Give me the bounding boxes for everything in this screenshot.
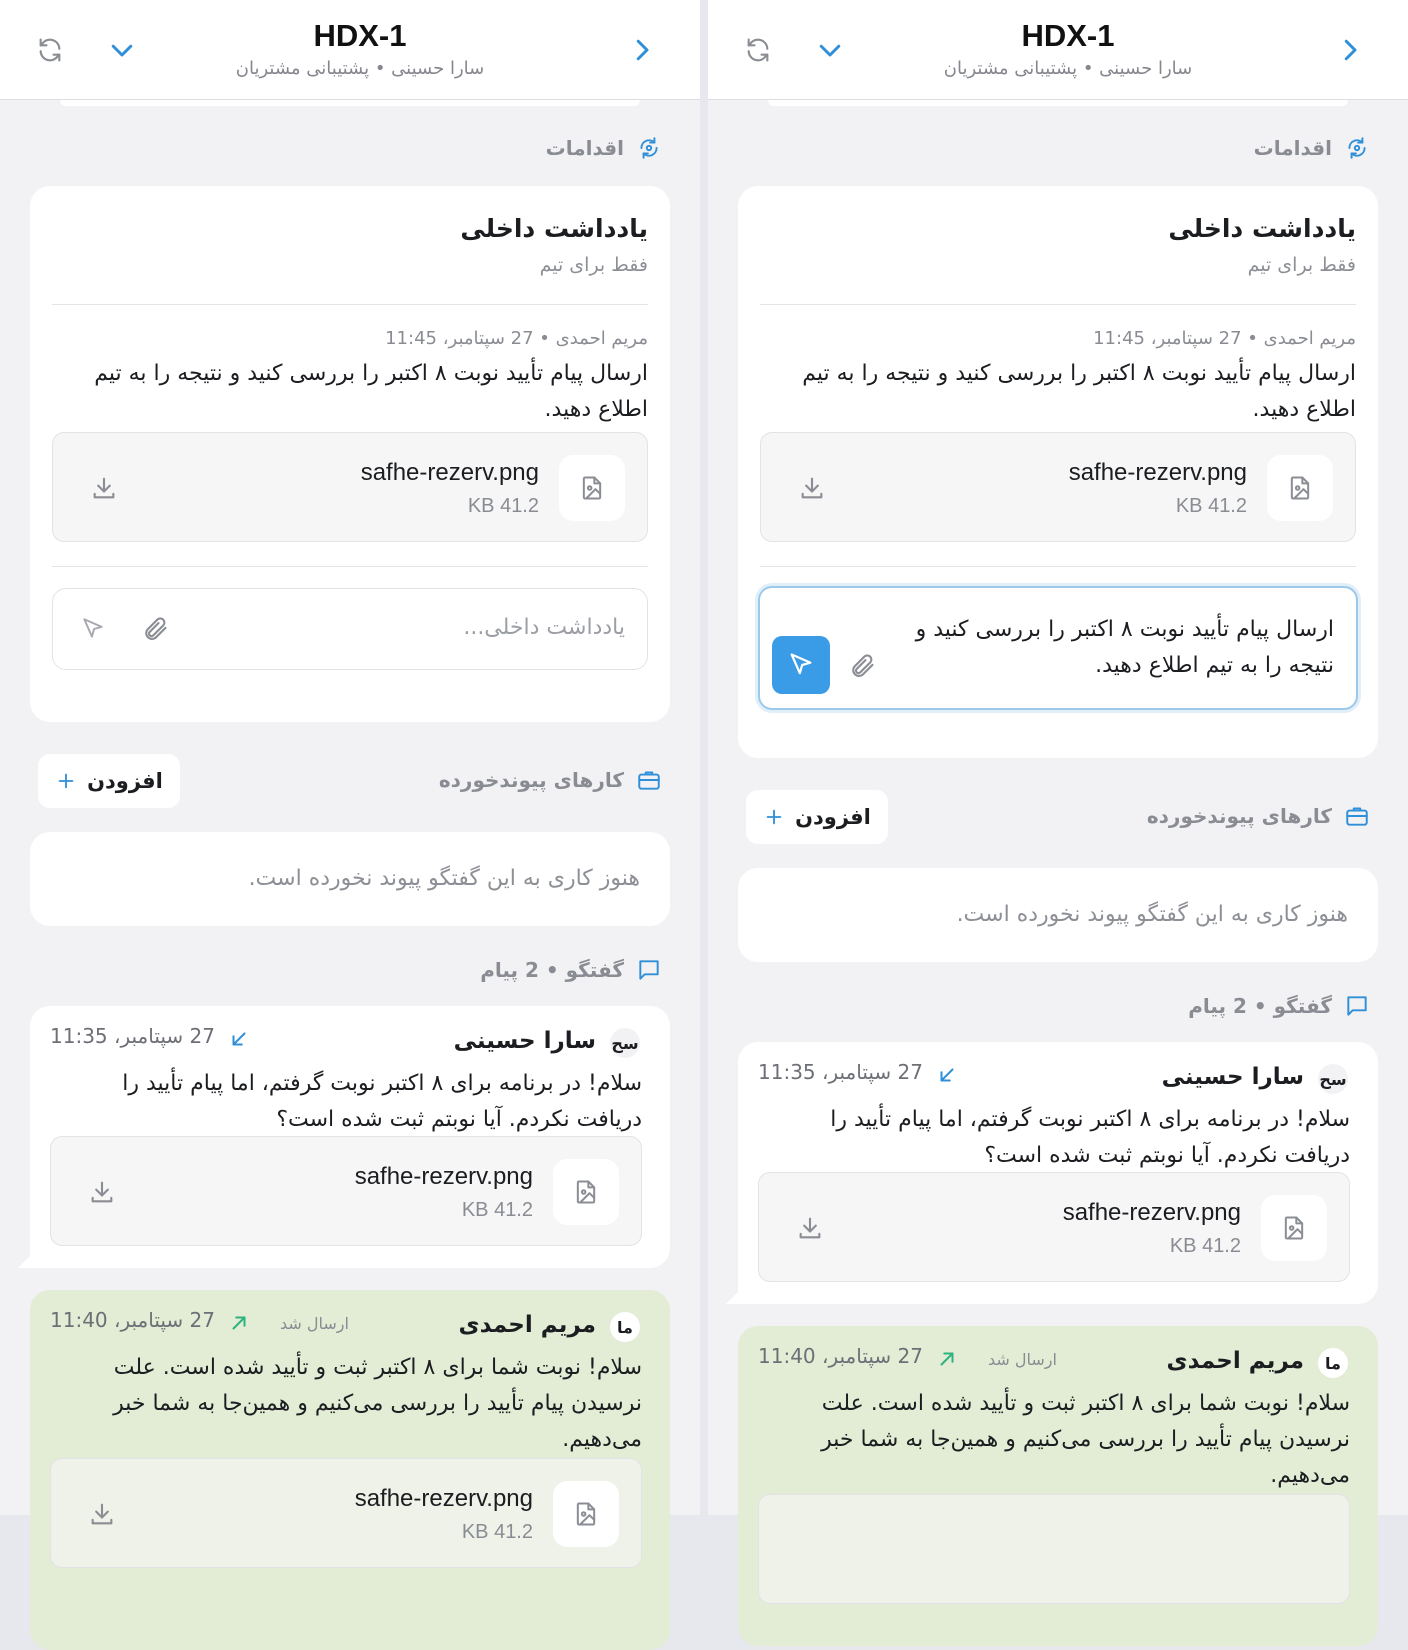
delivery-status: ارسال شد bbox=[280, 1314, 349, 1333]
download-icon bbox=[796, 1214, 824, 1242]
download-button[interactable] bbox=[87, 471, 121, 505]
message-incoming bbox=[30, 1006, 670, 1268]
header bbox=[0, 0, 700, 100]
conversation-header bbox=[1188, 986, 1370, 1026]
delivery-status: ارسال شد bbox=[988, 1350, 1057, 1369]
plus-icon bbox=[55, 770, 77, 792]
linked-tasks-header bbox=[1147, 796, 1370, 836]
chat-bubble-icon bbox=[1344, 993, 1370, 1019]
message-attachment[interactable] bbox=[758, 1172, 1350, 1282]
linked-tasks-label: کارهای پیوندخورده bbox=[1146, 804, 1332, 828]
plus-icon bbox=[763, 806, 785, 828]
download-button[interactable] bbox=[85, 1497, 119, 1531]
send-icon bbox=[80, 616, 106, 642]
sender-name: مریم احمدی bbox=[458, 1312, 596, 1338]
attach-button[interactable] bbox=[844, 648, 880, 684]
bubble-tail bbox=[726, 1288, 742, 1304]
linked-tasks-empty: هنوز کاری به این گفتگو پیوند نخورده است. bbox=[248, 866, 640, 891]
conversation-panel-right bbox=[708, 0, 1408, 1515]
refresh-icon bbox=[36, 36, 64, 64]
note-text: ارسال پیام تأیید نوبت ۸ اکتبر را بررسی کنید و نتیجه را به تیم اطلاع دهید. bbox=[94, 361, 648, 422]
arrow-incoming-icon bbox=[936, 1064, 958, 1086]
refresh-button[interactable] bbox=[24, 24, 76, 76]
conversation-id: HDX-1 bbox=[313, 18, 407, 53]
note-author-meta: مریم احمدی • 27 سپتامبر، 11:45 bbox=[1093, 328, 1356, 349]
add-task-button[interactable] bbox=[746, 790, 888, 844]
note-title: یادداشت داخلی bbox=[1168, 214, 1356, 243]
avatar: ما bbox=[1318, 1348, 1348, 1378]
linked-tasks-empty: هنوز کاری به این گفتگو پیوند نخورده است. bbox=[956, 902, 1348, 927]
collapse-button[interactable] bbox=[96, 24, 148, 76]
message-text: سلام! در برنامه برای ۸ اکتبر نوبت گرفتم، اما پیام تأیید را دریافت نکردم. آیا نوبتم ثبت شده است؟ bbox=[830, 1107, 1350, 1168]
note-subtitle: فقط برای تیم bbox=[1247, 254, 1356, 276]
download-button[interactable] bbox=[793, 1211, 827, 1245]
conversation-id: HDX-1 bbox=[1021, 18, 1115, 53]
arrow-outgoing-icon bbox=[228, 1312, 250, 1334]
file-image-icon bbox=[1261, 1195, 1327, 1261]
chevron-down-icon bbox=[815, 35, 845, 65]
attachment-name: safhe-rezerv.png bbox=[360, 459, 539, 486]
actions-sync-icon bbox=[1344, 135, 1370, 161]
add-task-label: افزودن bbox=[795, 805, 871, 829]
attachment-name: safhe-rezerv.png bbox=[1062, 1199, 1241, 1226]
arrow-incoming-icon bbox=[228, 1028, 250, 1050]
chevron-down-icon bbox=[107, 35, 137, 65]
sender-name: مریم احمدی bbox=[1166, 1348, 1304, 1374]
linked-tasks-empty-card bbox=[30, 832, 670, 926]
message-time: 27 سپتامبر، 11:35 bbox=[758, 1060, 923, 1084]
download-button[interactable] bbox=[85, 1175, 119, 1209]
note-attachment[interactable] bbox=[760, 432, 1356, 542]
add-task-label: افزودن bbox=[87, 769, 163, 793]
download-icon bbox=[90, 474, 118, 502]
send-button[interactable] bbox=[772, 636, 830, 694]
linked-tasks-header bbox=[439, 760, 662, 800]
avatar: سح bbox=[610, 1028, 640, 1058]
attachment-size: KB 41.2 bbox=[1175, 495, 1247, 517]
linked-tasks-empty-card bbox=[738, 868, 1378, 962]
message-outgoing bbox=[30, 1290, 670, 1650]
send-icon bbox=[787, 651, 815, 679]
chevron-right-icon bbox=[627, 35, 657, 65]
note-composer[interactable] bbox=[52, 588, 648, 670]
message-attachment[interactable] bbox=[758, 1494, 1350, 1604]
conversation-panel-left bbox=[0, 0, 700, 1543]
add-task-button[interactable] bbox=[38, 754, 180, 808]
message-attachment[interactable] bbox=[50, 1458, 642, 1568]
attachment-size: KB 41.2 bbox=[461, 1199, 533, 1221]
next-button[interactable] bbox=[1324, 24, 1376, 76]
file-image-icon bbox=[553, 1159, 619, 1225]
attachment-name: safhe-rezerv.png bbox=[354, 1163, 533, 1190]
internal-note-card bbox=[30, 186, 670, 722]
attachment-name: safhe-rezerv.png bbox=[354, 1485, 533, 1512]
message-outgoing bbox=[738, 1326, 1378, 1646]
previous-card-edge bbox=[768, 100, 1348, 106]
refresh-icon bbox=[744, 36, 772, 64]
download-icon bbox=[88, 1178, 116, 1206]
send-button[interactable] bbox=[75, 611, 111, 647]
next-button[interactable] bbox=[616, 24, 668, 76]
file-image-icon bbox=[559, 455, 625, 521]
conversation-subtitle: سارا حسینی • پشتیبانی مشتریان bbox=[943, 58, 1193, 79]
actions-label: اقدامات bbox=[1253, 136, 1332, 160]
attachment-size: KB 41.2 bbox=[461, 1521, 533, 1543]
file-image-icon bbox=[553, 1481, 619, 1547]
note-title: یادداشت داخلی bbox=[460, 214, 648, 243]
divider bbox=[760, 566, 1356, 567]
actions-label: اقدامات bbox=[545, 136, 624, 160]
attachment-size: KB 41.2 bbox=[1169, 1235, 1241, 1257]
chat-bubble-icon bbox=[636, 957, 662, 983]
download-button[interactable] bbox=[795, 471, 829, 505]
arrow-outgoing-icon bbox=[936, 1348, 958, 1370]
conversation-header bbox=[480, 950, 662, 990]
divider bbox=[52, 304, 648, 305]
note-composer-focused[interactable] bbox=[758, 586, 1358, 710]
chevron-right-icon bbox=[1335, 35, 1365, 65]
message-attachment[interactable] bbox=[50, 1136, 642, 1246]
message-text: سلام! نوبت شما برای ۸ اکتبر ثبت و تأیید شده است. علت نرسیدن پیام تأیید را بررسی می‌کنیم و همین‌جا به شما خبر می‌دهیم. bbox=[113, 1355, 642, 1452]
avatar: سح bbox=[1318, 1064, 1348, 1094]
collapse-button[interactable] bbox=[804, 24, 856, 76]
briefcase-icon bbox=[1344, 803, 1370, 829]
linked-tasks-label: کارهای پیوندخورده bbox=[438, 768, 624, 792]
note-author-meta: مریم احمدی • 27 سپتامبر، 11:45 bbox=[385, 328, 648, 349]
message-text: سلام! در برنامه برای ۸ اکتبر نوبت گرفتم، اما پیام تأیید را دریافت نکردم. آیا نوبتم ثبت شده است؟ bbox=[122, 1071, 642, 1132]
message-time: 27 سپتامبر، 11:40 bbox=[758, 1344, 923, 1368]
conversation-subtitle: سارا حسینی • پشتیبانی مشتریان bbox=[235, 58, 485, 79]
note-attachment[interactable] bbox=[52, 432, 648, 542]
paperclip-icon bbox=[141, 615, 169, 643]
previous-card-edge bbox=[60, 100, 640, 106]
refresh-button[interactable] bbox=[732, 24, 784, 76]
message-time: 27 سپتامبر، 11:40 bbox=[50, 1308, 215, 1332]
internal-note-card bbox=[738, 186, 1378, 758]
divider bbox=[760, 304, 1356, 305]
composer-draft-text[interactable]: ارسال پیام تأیید نوبت ۸ اکتبر را بررسی کنید و نتیجه را به تیم اطلاع دهید. bbox=[915, 617, 1334, 678]
download-icon bbox=[798, 474, 826, 502]
actions-sync-icon bbox=[636, 135, 662, 161]
composer-placeholder[interactable]: یادداشت داخلی... bbox=[463, 615, 625, 640]
message-text: سلام! نوبت شما برای ۸ اکتبر ثبت و تأیید شده است. علت نرسیدن پیام تأیید را بررسی می‌کنیم و همین‌جا به شما خبر می‌دهیم. bbox=[821, 1391, 1350, 1488]
attachment-size: KB 41.2 bbox=[467, 495, 539, 517]
note-subtitle: فقط برای تیم bbox=[539, 254, 648, 276]
note-text: ارسال پیام تأیید نوبت ۸ اکتبر را بررسی کنید و نتیجه را به تیم اطلاع دهید. bbox=[802, 361, 1356, 422]
conversation-label: گفتگو • 2 پیام bbox=[1188, 994, 1332, 1018]
message-time: 27 سپتامبر، 11:35 bbox=[50, 1024, 215, 1048]
avatar: ما bbox=[610, 1312, 640, 1342]
briefcase-icon bbox=[636, 767, 662, 793]
download-icon bbox=[88, 1500, 116, 1528]
header bbox=[708, 0, 1408, 100]
attachment-name: safhe-rezerv.png bbox=[1068, 459, 1247, 486]
message-incoming bbox=[738, 1042, 1378, 1304]
sender-name: سارا حسینی bbox=[1161, 1064, 1304, 1090]
actions-section-header bbox=[546, 128, 662, 168]
file-image-icon bbox=[1267, 455, 1333, 521]
actions-section-header bbox=[1254, 128, 1370, 168]
attach-button[interactable] bbox=[137, 611, 173, 647]
sender-name: سارا حسینی bbox=[453, 1028, 596, 1054]
divider bbox=[52, 566, 648, 567]
bubble-tail bbox=[18, 1252, 34, 1268]
paperclip-icon bbox=[848, 652, 876, 680]
conversation-label: گفتگو • 2 پیام bbox=[480, 958, 624, 982]
